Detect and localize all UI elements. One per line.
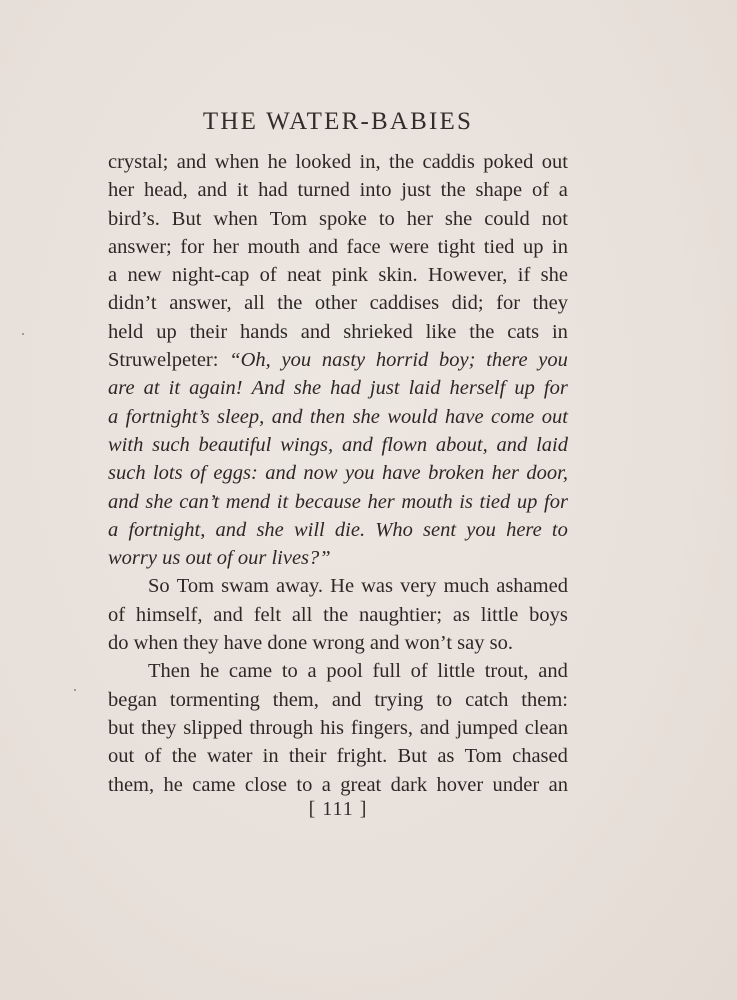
text-line: didn’t answer, all the other caddises did; for they — [108, 292, 568, 315]
text-line: Then he came to a pool full of little trout, and — [148, 660, 568, 683]
text-line: out of the water in their fright. But as Tom chased — [108, 745, 568, 768]
text-line: do when they have done wrong and won’t say so. — [108, 632, 513, 655]
text-line: held up their hands and shrieked like the cats in — [108, 320, 568, 343]
text-line: with such beautiful wings, and flown about, and laid — [108, 433, 568, 456]
text-line: bird’s. But when Tom spoke to her she could not — [108, 207, 568, 230]
text-line: worry us out of our lives?” — [108, 547, 331, 570]
text-line: and she can’t mend it because her mouth is tied up for — [108, 490, 568, 513]
paper-speck — [22, 333, 24, 335]
text-line: are at it again! And she had just laid herself up for — [108, 377, 568, 400]
page-number: [ 111 ] — [308, 798, 368, 820]
text-line: a fortnight, and she will die. Who sent you here to — [108, 518, 568, 541]
running-head: THE WATER-BABIES — [202, 108, 474, 135]
text-line: of himself, and felt all the naughtier; as little boys — [108, 603, 568, 626]
text-line: a new night-cap of neat pink skin. However, if she — [108, 264, 568, 287]
text-line: a fortnight’s sleep, and then she would have come out — [108, 405, 568, 428]
text-line: her head, and it had turned into just the shape of a — [108, 179, 568, 202]
text-line: answer; for her mouth and face were tight tied up in — [108, 235, 568, 258]
text-line: began tormenting them, and trying to catch them: — [108, 688, 568, 711]
text-line: So Tom swam away. He was very much ashamed — [148, 575, 568, 598]
text-line: crystal; and when he looked in, the caddis poked out — [108, 151, 568, 173]
text-line: but they slipped through his fingers, and jumped clean — [108, 716, 568, 739]
text-line: them, he came close to a great dark hover under an — [108, 773, 568, 796]
text-line: such lots of eggs: and now you have broken her door, — [108, 462, 568, 485]
text-line: Struwelpeter: “Oh, you nasty horrid boy; there you — [108, 349, 568, 372]
body-text — [108, 148, 568, 799]
paper-speck — [74, 689, 76, 691]
